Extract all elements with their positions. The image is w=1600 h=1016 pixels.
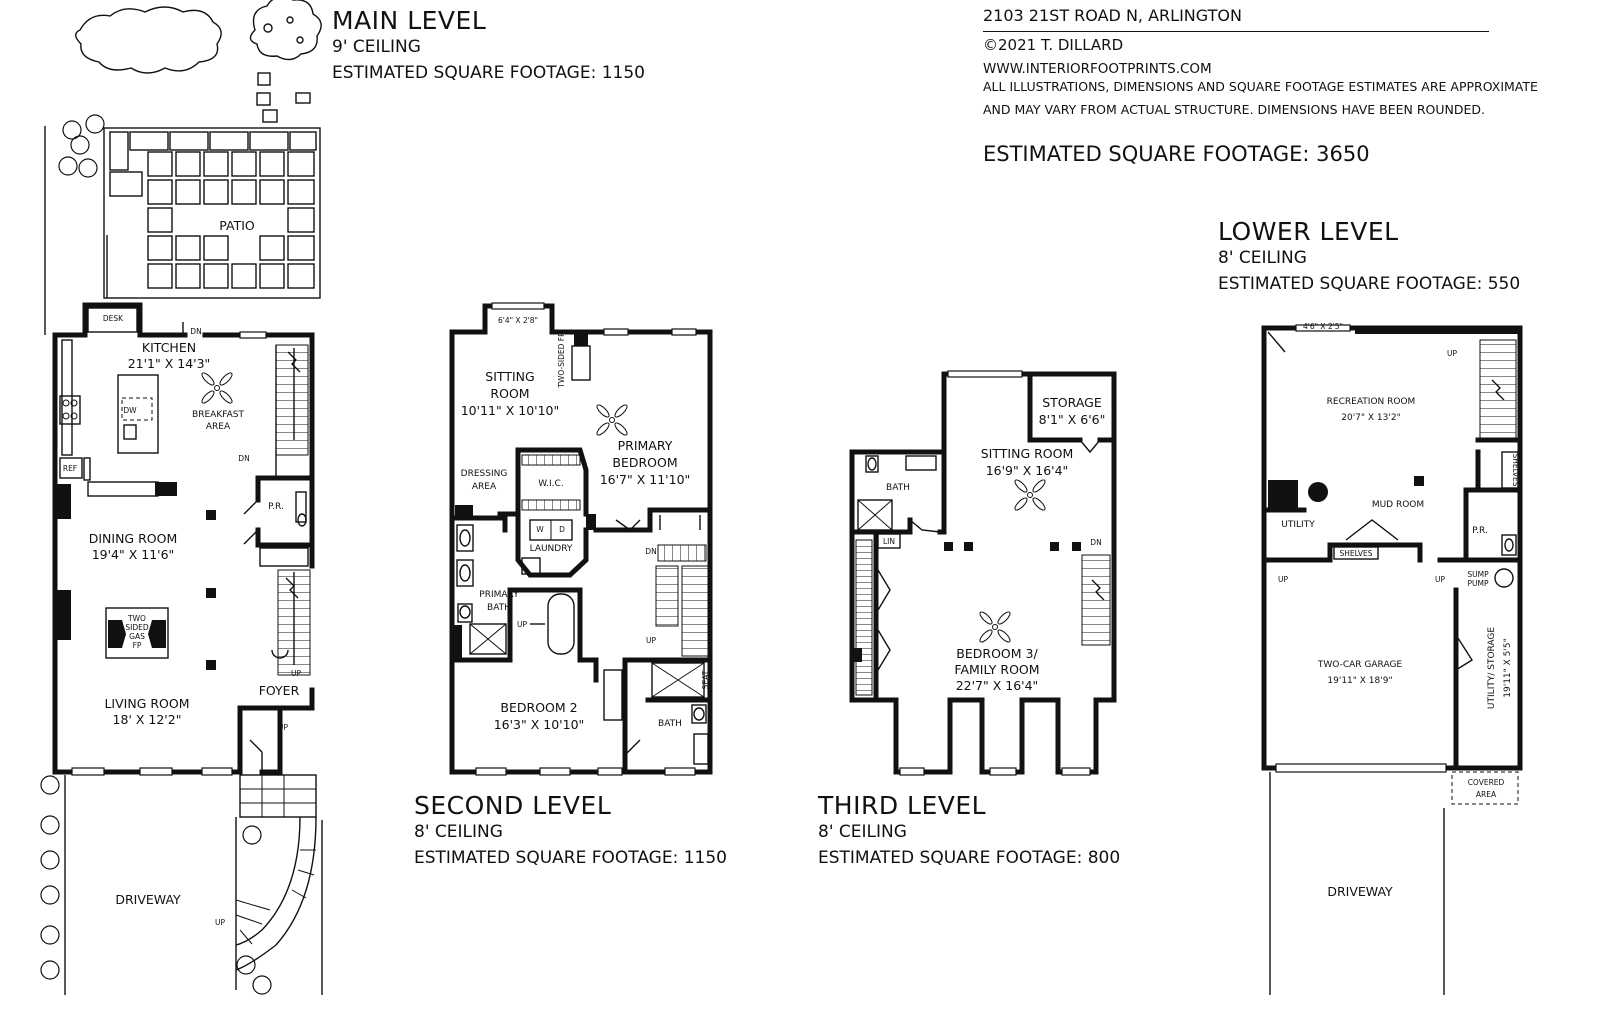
- third-dn-label: DN: [1090, 538, 1102, 547]
- shelves-label: SHELVES: [1339, 549, 1373, 558]
- lower-level-ceiling: 8' CEILING: [1218, 248, 1307, 268]
- breakfast-label-2: AREA: [205, 422, 231, 432]
- seat-label: SEAT: [701, 670, 710, 690]
- linen-label: LIN: [882, 537, 896, 546]
- shrub-cluster-icon: [76, 7, 221, 73]
- second-level-ceiling: 8' CEILING: [414, 822, 503, 842]
- bedroom-3-name-1: BEDROOM 3/: [956, 646, 1038, 661]
- second-bath-label: BATH: [658, 719, 682, 729]
- second-level-sqft: ESTIMATED SQUARE FOOTAGE: 1150: [414, 848, 727, 868]
- desk-label: DESK: [102, 314, 124, 323]
- living-room-name: LIVING ROOM: [104, 696, 190, 711]
- lower-window-dim: 4'6" X 2'5": [1302, 322, 1344, 331]
- primary-bath-label-2: BATH: [487, 603, 511, 613]
- main-level-sqft: ESTIMATED SQUARE FOOTAGE: 1150: [332, 63, 645, 83]
- powder-room-label: P.R.: [268, 502, 284, 512]
- primary-label-2: BEDROOM: [612, 455, 678, 470]
- wic-label: W.I.C.: [538, 479, 564, 489]
- ref-label: REF: [62, 464, 78, 473]
- bath-up-label: UP: [516, 620, 528, 629]
- lower-level-plan: [1264, 322, 1522, 995]
- second-level-plan: [452, 303, 710, 775]
- main-driveway-label: DRIVEWAY: [115, 892, 181, 907]
- cooktop: [60, 396, 80, 424]
- sitting-label-1: SITTING: [485, 369, 535, 384]
- primary-label-1: PRIMARY: [617, 438, 673, 453]
- utility-label: UTILITY: [1281, 520, 1315, 530]
- main-level-ceiling: 9' CEILING: [332, 37, 421, 57]
- utility-storage-name: UTILITY/ STORAGE: [1487, 626, 1497, 710]
- website: WWW.INTERIORFOOTPRINTS.COM: [983, 61, 1212, 77]
- breakfast-label-1: BREAKFAST: [192, 410, 244, 420]
- tree-icon: [250, 0, 321, 60]
- shelves-side-label: SHELVES: [1511, 453, 1520, 487]
- third-level-sqft: ESTIMATED SQUARE FOOTAGE: 800: [818, 848, 1121, 868]
- washer-label: W: [536, 525, 544, 534]
- third-level-ceiling: 8' CEILING: [818, 822, 907, 842]
- lower-up3-label: UP: [1434, 575, 1446, 584]
- main-level-title: MAIN LEVEL: [332, 6, 487, 35]
- lower-driveway-label: DRIVEWAY: [1327, 884, 1393, 899]
- total-sqft: ESTIMATED SQUARE FOOTAGE: 3650: [983, 142, 1370, 166]
- dw-label: DW: [123, 406, 137, 415]
- covered-area-label-1: COVERED: [1467, 778, 1505, 787]
- utility-storage-dimensions: 19'11" X 5'5": [1503, 638, 1513, 698]
- recreation-room-dimensions: 20'7" X 13'2": [1341, 413, 1401, 423]
- window-dim-label: 6'4" X 2'8": [497, 316, 539, 325]
- bedroom-2-name: BEDROOM 2: [500, 700, 578, 715]
- up2-label: UP: [277, 723, 289, 732]
- dining-room-name: DINING ROOM: [88, 531, 178, 546]
- third-bath-label: BATH: [886, 483, 910, 493]
- lower-level-title: LOWER LEVEL: [1218, 217, 1399, 246]
- up3-label: UP: [214, 918, 226, 927]
- bedroom-3-name-2: FAMILY ROOM: [954, 662, 1040, 677]
- second-level-title: SECOND LEVEL: [414, 791, 612, 820]
- recreation-room-name: RECREATION ROOM: [1326, 397, 1416, 407]
- main-level-plan: [41, 0, 322, 995]
- garage-name: TWO-CAR GARAGE: [1317, 660, 1403, 670]
- hall-up-label: UP: [645, 636, 657, 645]
- dryer-label: D: [559, 525, 565, 534]
- living-room-dimensions: 18' X 12'2": [112, 712, 182, 727]
- property-address: 2103 21ST ROAD N, ARLINGTON: [983, 6, 1242, 25]
- copyright: ©2021 T. DILLARD: [983, 36, 1124, 54]
- third-level-plan: [852, 371, 1114, 775]
- dining-room-dimensions: 19'4" X 11'6": [91, 547, 175, 562]
- sitting-label-2: ROOM: [490, 386, 530, 401]
- foyer-label: FOYER: [258, 683, 300, 698]
- storage-name: STORAGE: [1042, 395, 1102, 410]
- third-level-title: THIRD LEVEL: [818, 791, 987, 820]
- fp-label-1: TWO: [128, 614, 146, 623]
- third-sitting-name: SITTING ROOM: [980, 446, 1074, 461]
- lower-powder-room: P.R.: [1472, 526, 1488, 536]
- front-stoop: [240, 775, 316, 817]
- disclaimer-line-1: ALL ILLUSTRATIONS, DIMENSIONS AND SQUARE FOOTAGE ESTIMATES ARE APPROXIMATE: [983, 79, 1538, 94]
- bedroom-2-dimensions: 16'3" X 10'10": [493, 717, 585, 732]
- disclaimer-line-2: AND MAY VARY FROM ACTUAL STRUCTURE. DIMENSIONS HAVE BEEN ROUNDED.: [983, 102, 1486, 117]
- storage-dimensions: 8'1" X 6'6": [1038, 412, 1106, 427]
- covered-area-label-2: AREA: [1475, 790, 1497, 799]
- patio-pavers: [110, 132, 316, 288]
- primary-bath-label-1: PRIMARY: [479, 590, 519, 600]
- garage-dimensions: 19'11" X 18'9": [1327, 676, 1393, 686]
- fp-label-3: GAS: [129, 632, 145, 641]
- mud-room-label: MUD ROOM: [1371, 500, 1425, 510]
- third-sitting-dimensions: 16'9" X 16'4": [985, 463, 1069, 478]
- hall-dn-label: DN: [645, 547, 657, 556]
- lower-up2-label: UP: [1277, 575, 1289, 584]
- bedroom-3-dimensions: 22'7" X 16'4": [955, 678, 1039, 693]
- laundry-label: LAUNDRY: [529, 544, 573, 554]
- lower-level-sqft: ESTIMATED SQUARE FOOTAGE: 550: [1218, 274, 1521, 294]
- kitchen-name: KITCHEN: [141, 340, 197, 355]
- dn-label: DN: [190, 327, 202, 336]
- fp-label-2: SIDED: [125, 623, 149, 632]
- patio-label: PATIO: [219, 218, 255, 233]
- two-sided-fp-label: TWO-SIDED FP: [557, 332, 566, 388]
- fp-label-4: FP: [132, 641, 142, 650]
- sump-label-1: SUMP: [1467, 570, 1489, 579]
- sitting-dimensions: 10'11" X 10'10": [460, 403, 560, 418]
- kitchen-dimensions: 21'1" X 14'3": [127, 356, 211, 371]
- lower-up-label: UP: [1446, 349, 1458, 358]
- dressing-label-1: DRESSING: [460, 469, 508, 479]
- primary-dimensions: 16'7" X 11'10": [599, 472, 691, 487]
- up1-label: UP: [290, 669, 302, 678]
- dressing-label-2: AREA: [471, 482, 497, 492]
- dn2-label: DN: [238, 454, 250, 463]
- sump-label-2: PUMP: [1467, 579, 1489, 588]
